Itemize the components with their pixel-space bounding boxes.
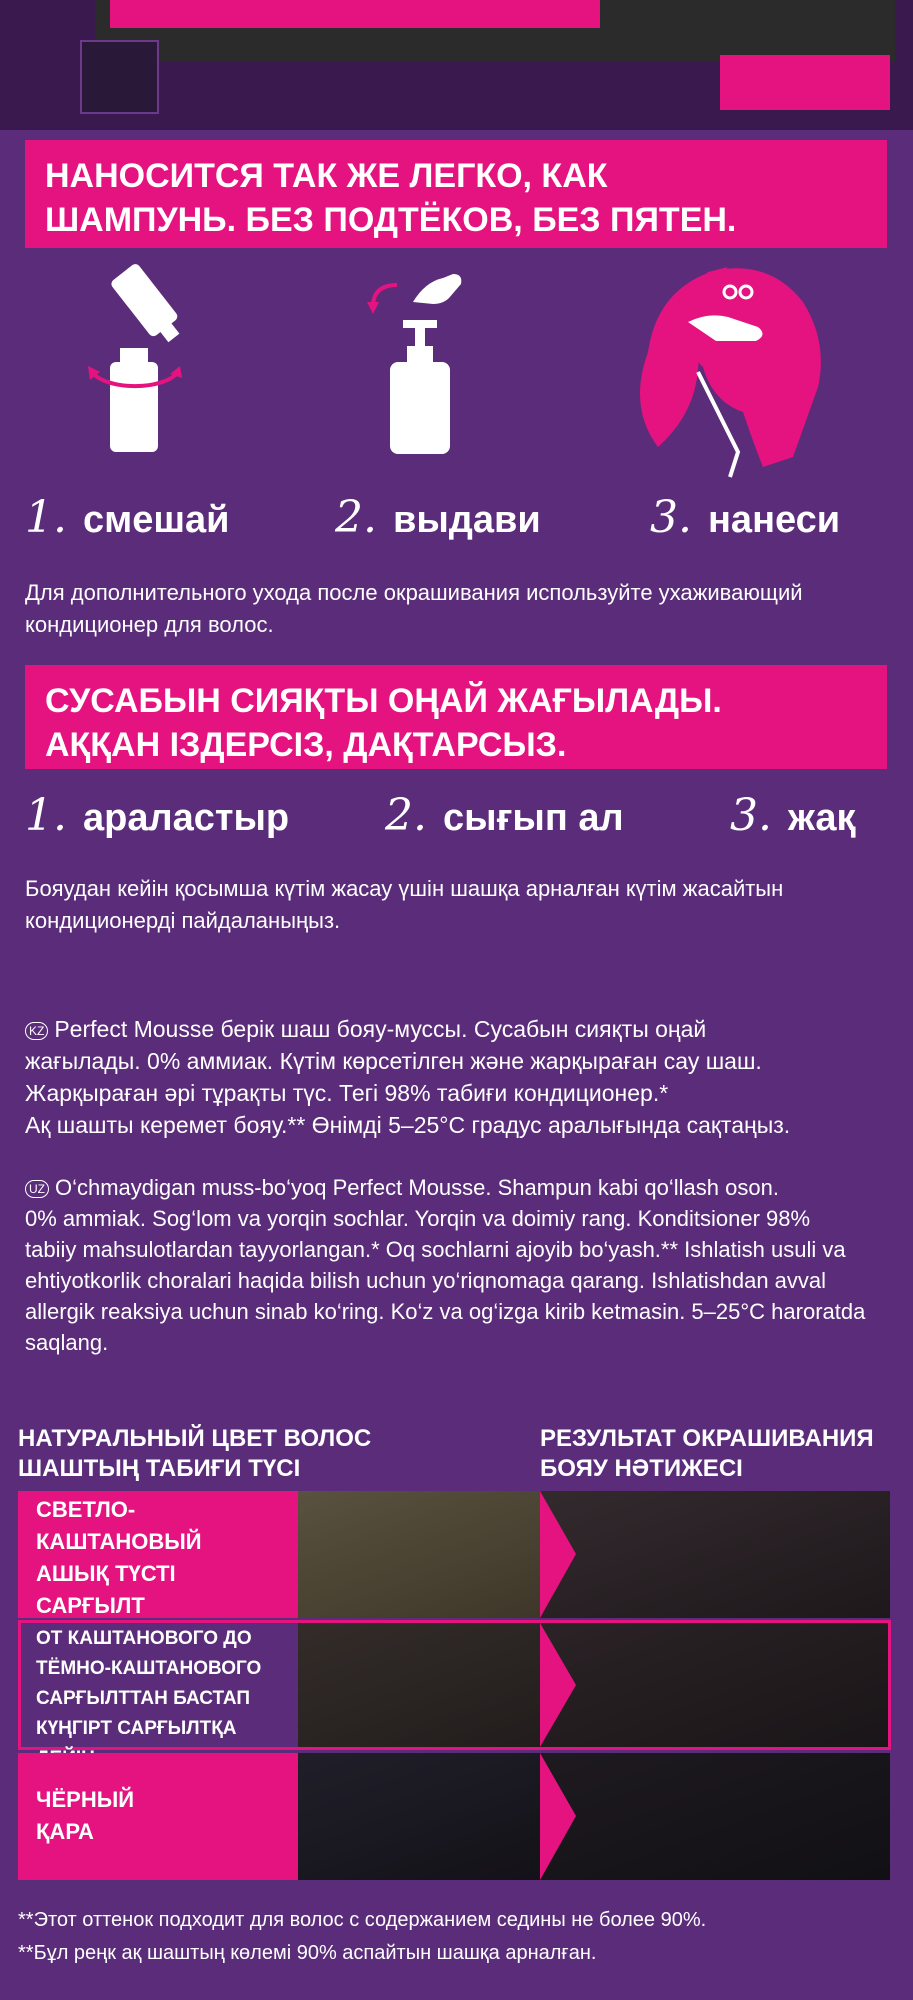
- step-ru-2: 2. выдави: [335, 492, 541, 543]
- note-ru: Для дополнительного ухода после окрашивания используйте ухаживающий кондиционер для волос.: [25, 580, 803, 637]
- package-pink-label: [720, 55, 890, 110]
- row2-result-swatch: [540, 1623, 888, 1747]
- banner-kz-line1: СУСАБЫН СИЯҚТЫ ОҢАЙ ЖАҒЫЛАДЫ.: [45, 682, 722, 720]
- kz-description: KZ Perfect Mousse берік шаш бояу-муссы. Сусабын сияқты оңай жағылады. 0% аммиак. Күтім көрсетілген және жарқыраған сау шаш. Жарқыраған әрі тұрақты түс. Тегі 98% табиғи кондиционер.* Ақ шашты керемет бояу.** Өнімді 5–25°С градус аралығында сақтаңыз.: [25, 1016, 791, 1138]
- row3-arrow: [540, 1753, 576, 1880]
- uz-language-badge: UZ: [25, 1180, 49, 1198]
- package-pink-band: [110, 0, 600, 28]
- step-ru-3: 3. нанеси: [650, 492, 841, 543]
- step-ru-1: 1. смешай: [25, 492, 230, 543]
- row3-result-swatch: [540, 1753, 890, 1880]
- kz-language-badge: KZ: [25, 1022, 48, 1040]
- banner-ru-line1: НАНОСИТСЯ ТАК ЖЕ ЛЕГКО, КАК: [45, 157, 608, 195]
- step-kz-1: 1. араластыр: [25, 790, 290, 841]
- footnote-kz: **Бұл реңк ақ шаштың көлемі 90% аспайтын шашқа арналған.: [18, 1942, 597, 1964]
- banner-ru: [25, 140, 887, 248]
- natural-color-heading: НАТУРАЛЬНЫЙ ЦВЕТ ВОЛОС ШАШТЫҢ ТАБИҒИ ТҮСІ: [18, 1425, 372, 1482]
- row3-label: ЧЁРНЫЙ ҚАРА: [36, 1787, 135, 1844]
- row1-natural-swatch: [298, 1491, 540, 1618]
- step-kz-3: 3. жақ: [730, 790, 856, 841]
- row2-arrow: [540, 1623, 576, 1747]
- row2-label: ОТ КАШТАНОВОГО ДО ТЁМНО-КАШТАНОВОГО САРҒЫЛТТАН БАСТАП КҮҢГІРТ САРҒЫЛТҚА: [36, 1628, 262, 1739]
- row1-arrow: [540, 1491, 576, 1618]
- row2-natural-swatch: [298, 1623, 540, 1747]
- banner-kz: [25, 665, 887, 769]
- banner-kz-line2: АҚҚАН ІЗДЕРСІЗ, ДАҚТАРСЫЗ.: [45, 726, 567, 764]
- pump-bottle-icon: [365, 262, 475, 462]
- footnote-ru: **Этот оттенок подходит для волос с содержанием седины не более 90%.: [18, 1909, 707, 1931]
- step-kz-2: 2. сығып ал: [385, 790, 624, 841]
- note-kz: Бояудан кейін қосымша күтім жасау үшін шашқа арналған күтім жасайтын кондиционерді пайдаланыңыз.: [25, 876, 784, 933]
- banner-ru-line2: ШАМПУНЬ. БЕЗ ПОДТЁКОВ, БЕЗ ПЯТЕН.: [45, 201, 737, 239]
- head-application-icon: [638, 252, 828, 482]
- row1-label: СВЕТЛО- КАШТАНОВЫЙ АШЫҚ ТҮСТІ САРҒЫЛТ: [36, 1497, 202, 1618]
- package-top-strip: [0, 0, 913, 130]
- mix-bottle-icon: [80, 262, 190, 462]
- uz-description: UZ O‘chmaydigan muss-bo‘yoq Perfect Mousse. Shampun kabi qo‘llash oson. 0% ammiak. Sog‘lom va yorqin sochlar. Yorqin va doimiy rang. Konditsioner 98% tabiiy mahsulotlardan tayyorlangan.* Oq sochlarni ajoyib bo‘yash.** Ishlatish usuli va ehtiyotkorlik choralari haqida bilish uchun yo‘riqnomaga qarang. Ishlatishdan avval allergik reaksiya uchun sinab ko‘ring. Ko‘z va og‘izga kirib ketmasin. 5–25°C haroratda saqlang.: [25, 1175, 866, 1355]
- row3-natural-swatch: [298, 1753, 540, 1880]
- result-color-heading: РЕЗУЛЬТАТ ОКРАШИВАНИЯ БОЯУ НӘТИЖЕСІ: [540, 1425, 874, 1482]
- row1-result-swatch: [540, 1491, 890, 1618]
- model-thumbnail: [80, 40, 159, 114]
